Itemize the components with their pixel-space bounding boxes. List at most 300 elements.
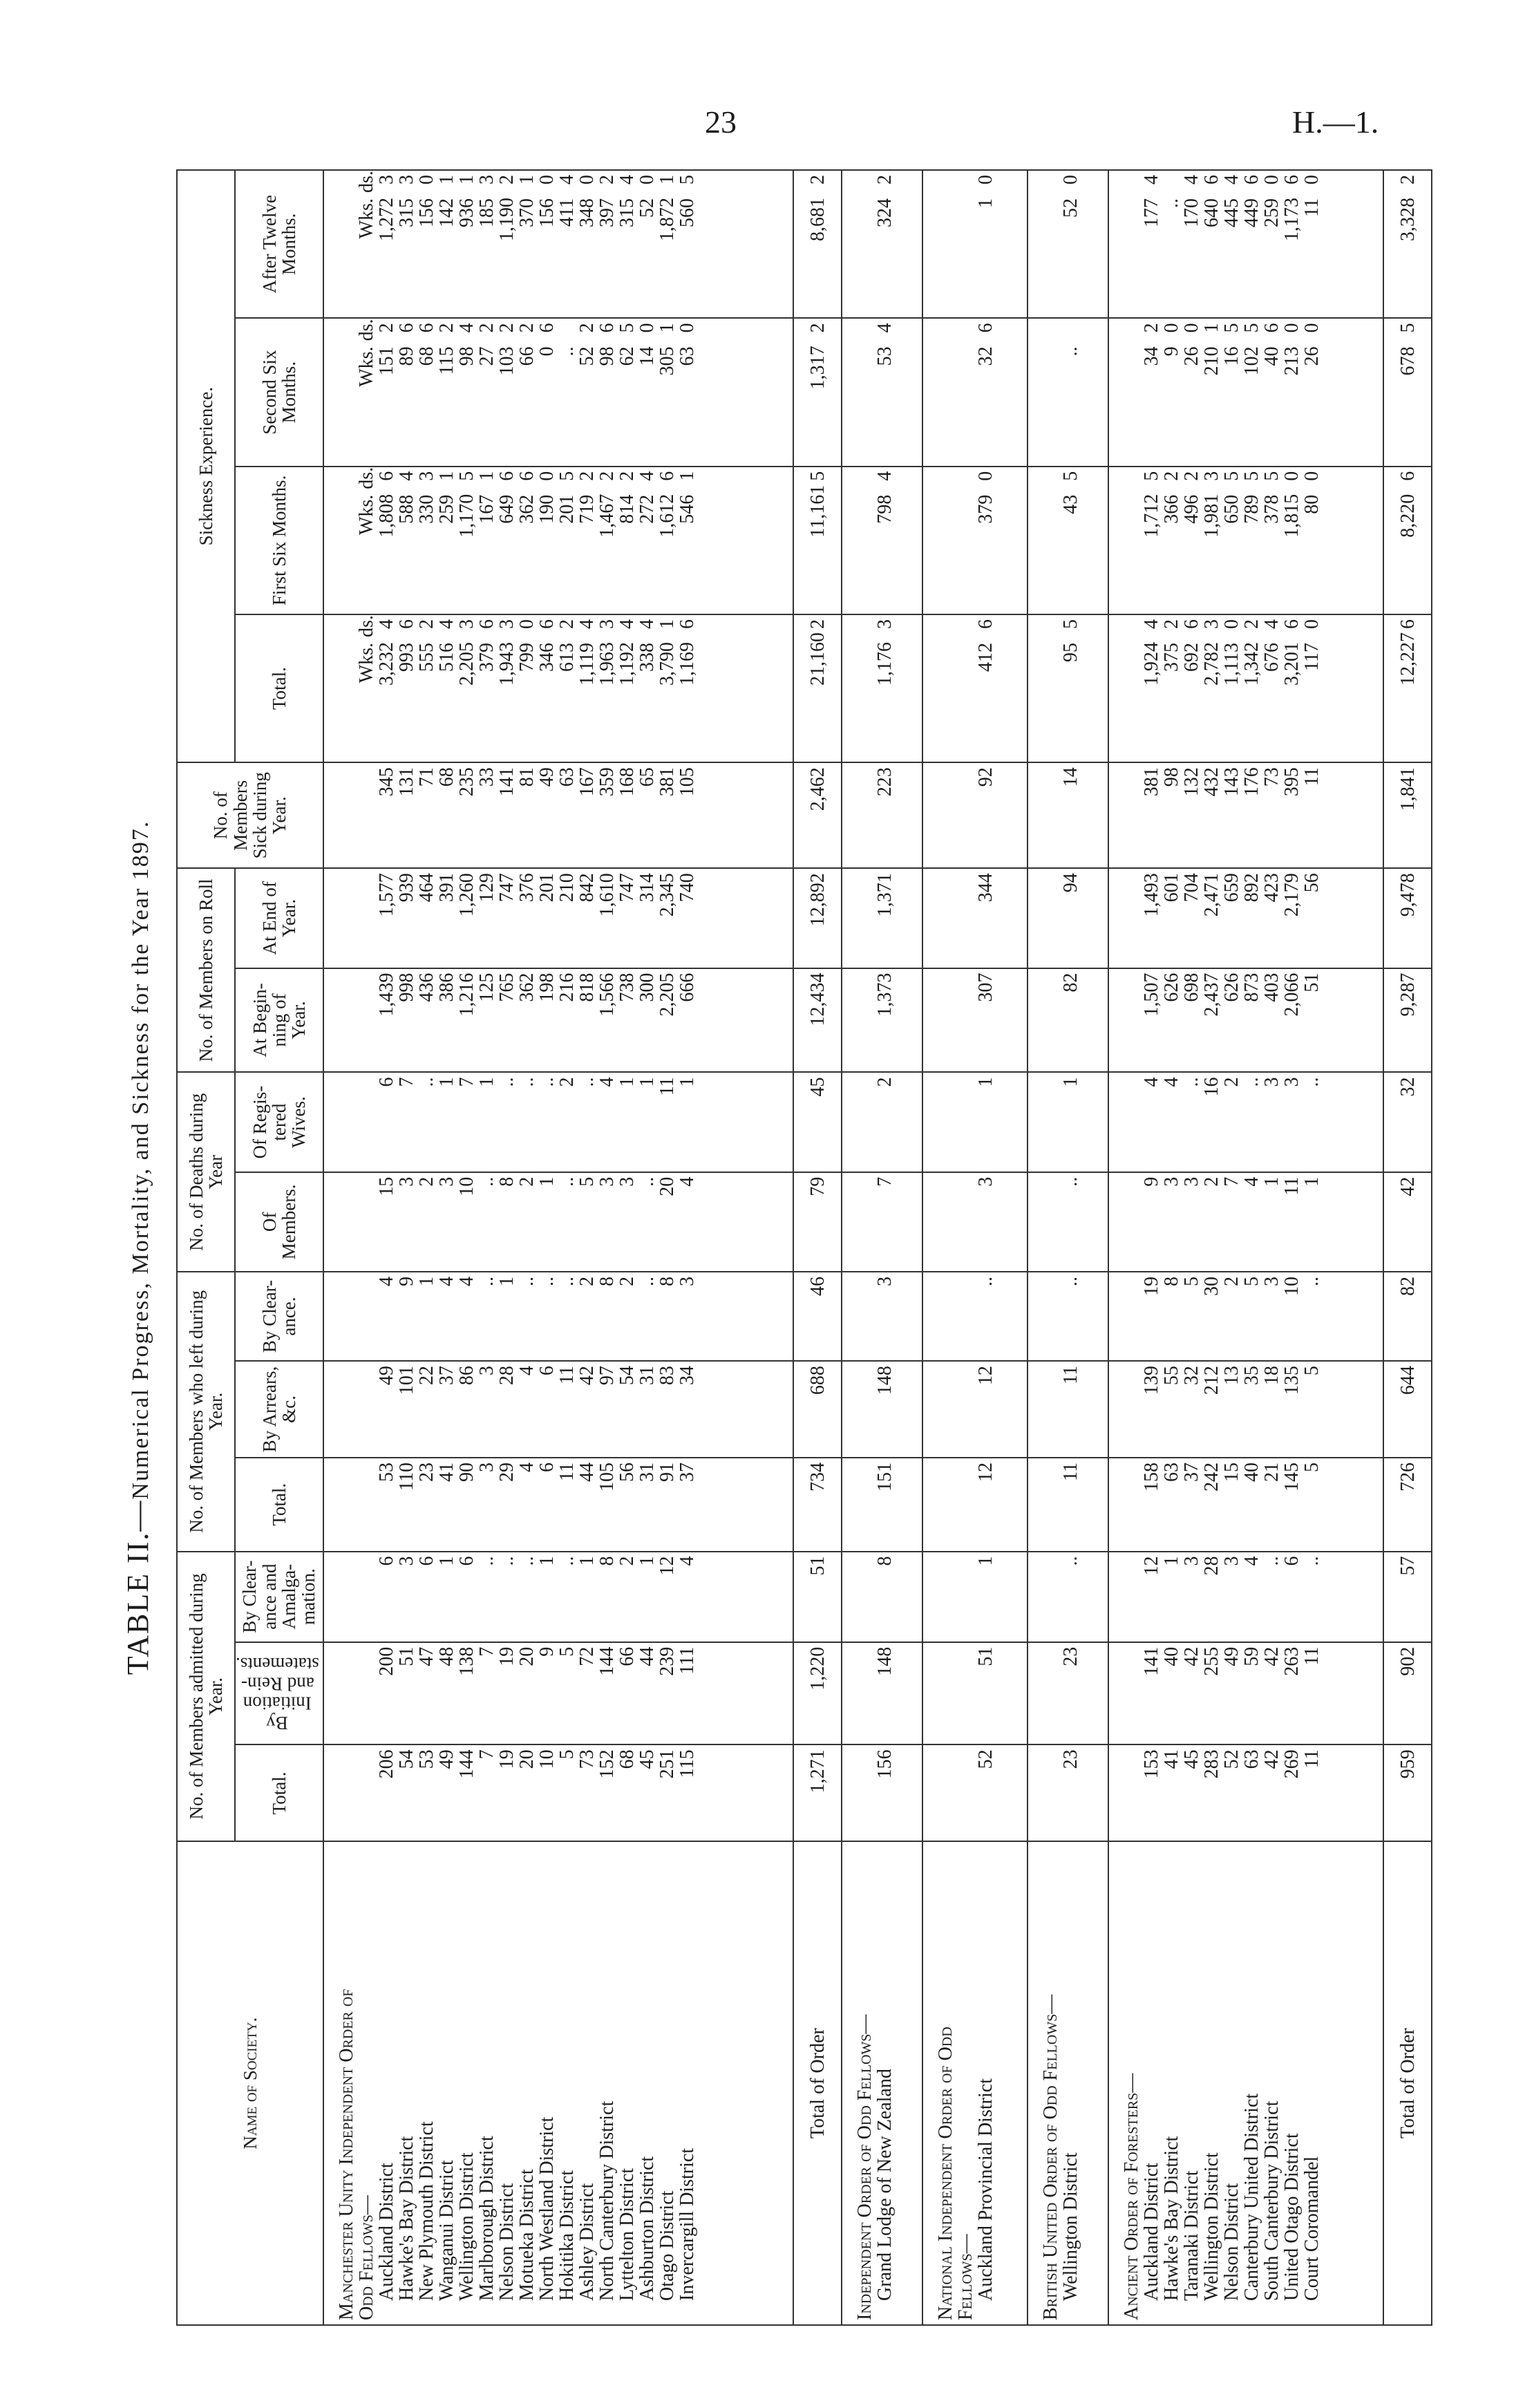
value-sick: 11 [1300, 767, 1323, 787]
blank-line [1041, 1366, 1061, 1453]
days-value: 2 [596, 471, 618, 481]
weeks-value: 315 [396, 198, 418, 227]
value-admitted_total: 42 [1260, 1749, 1282, 1769]
value-admitted_total: 251 [656, 1749, 679, 1779]
value-end: 1,260 [456, 873, 478, 917]
total-label: Total of Order [1396, 2028, 1419, 2139]
days-value: 0 [636, 175, 659, 185]
value-end: 704 [1180, 873, 1202, 903]
value-cell-clearance [922, 1272, 1028, 1361]
blank-line [1041, 1749, 1061, 1836]
total-weeks-days [793, 318, 842, 466]
weeks-value: 799 [516, 642, 538, 672]
blank-line [1041, 1277, 1061, 1356]
value-left_total: 145 [1280, 1462, 1303, 1492]
days-value: 6 [1280, 175, 1303, 185]
weeks-days-value [637, 175, 657, 313]
days-value: 0 [975, 175, 997, 185]
blank-line [357, 1077, 377, 1167]
weeks-value: 43 [1059, 494, 1081, 514]
days-value: 6 [1396, 619, 1419, 629]
value-deaths_wives: .. [1240, 1077, 1262, 1087]
value-arrears: 12 [975, 1366, 997, 1386]
value-deaths_members: 7 [1220, 1176, 1242, 1187]
weeks-days-value [976, 175, 996, 313]
value-end: 129 [476, 873, 498, 903]
blank-line [337, 767, 357, 863]
weeks-value: 40 [1260, 346, 1282, 366]
value-left_total: 110 [396, 1462, 418, 1491]
blank-line [956, 1462, 976, 1547]
value-cell-end [323, 868, 793, 968]
days-value: 4 [1220, 175, 1242, 185]
blank-line [1121, 619, 1142, 758]
total-weeks-days [1383, 614, 1432, 762]
days-value: 2 [576, 323, 598, 333]
days-value: 0 [636, 323, 659, 333]
weeks-value: 1,808 [376, 493, 398, 538]
days-value: 6 [1180, 619, 1202, 629]
value-initiation: 48 [436, 1646, 458, 1666]
value-deaths_wives: 2 [874, 1077, 896, 1087]
value-arrears: 4 [516, 1366, 538, 1376]
value-clearance_amalg: 4 [1240, 1556, 1262, 1566]
weeks-days-value [1202, 619, 1222, 758]
society-name-cell [1028, 1841, 1108, 2325]
blank-line [357, 1277, 377, 1356]
weeks-value: 2,782 [1200, 641, 1222, 686]
value-cell-clearance [842, 1272, 922, 1361]
weeks-days-value [1222, 175, 1242, 313]
value-end: 201 [536, 873, 558, 903]
value-left_total: 12 [975, 1462, 997, 1482]
weeks-days-value [657, 323, 677, 461]
value-cell-clearance [1108, 1272, 1384, 1361]
value-cell-deaths_members [1028, 1172, 1108, 1272]
total-name-cell [1383, 1841, 1432, 2325]
value-clearance: 8 [596, 1277, 618, 1287]
weeks-value: 52 [636, 198, 659, 218]
society-name-cell [842, 1841, 922, 2325]
weeks-days-cell [1108, 467, 1384, 614]
society-heading: Manchester Unity Independent Order of [336, 1988, 358, 2320]
total-deaths_wives: 32 [1383, 1072, 1432, 1172]
weeks-value: 210 [1200, 346, 1222, 376]
value-cell-deaths_wives [1108, 1072, 1384, 1172]
weeks-value: .. [1059, 346, 1081, 357]
blank-line [855, 323, 875, 461]
value-admitted_total: 45 [636, 1749, 659, 1769]
value-begin: 1,373 [874, 972, 896, 1017]
weeks-days-value [1302, 471, 1322, 610]
weeks-value: 692 [1180, 642, 1202, 672]
value-deaths_members: 2 [416, 1176, 438, 1187]
weeks-days-value [1142, 619, 1162, 758]
weeks-days-value [617, 323, 637, 461]
society-row [922, 170, 1028, 2325]
blank-line [337, 1177, 357, 1267]
value-cell-sick [323, 762, 793, 868]
value-left_total: 90 [456, 1462, 478, 1482]
value-deaths_wives: 1 [1059, 1077, 1081, 1087]
days-value: 4 [1140, 175, 1162, 185]
total-weeks-days [793, 170, 842, 318]
value-sick: 345 [376, 767, 398, 797]
weeks-days-value [597, 619, 617, 758]
weeks-value: 21,160 [806, 632, 828, 686]
value-left_total: 5 [1300, 1462, 1323, 1472]
value-initiation: 144 [596, 1646, 618, 1676]
weeks-value: 102 [1240, 346, 1262, 376]
weeks-days-value [1282, 619, 1302, 758]
days-value: 3 [376, 175, 398, 185]
weeks-days-value [677, 619, 697, 758]
district-name: Hokitika District [556, 2170, 578, 2301]
value-sick: 92 [975, 767, 997, 787]
weeks-value: 95 [1059, 642, 1081, 662]
weeks-days-value [417, 323, 437, 461]
value-cell-deaths_wives [1028, 1072, 1108, 1172]
weeks-value: 649 [496, 494, 518, 524]
blank-line [936, 1077, 956, 1167]
district-name: Auckland District [1140, 2163, 1162, 2301]
days-value: 5 [1260, 471, 1282, 481]
value-cell-left_total [1108, 1458, 1384, 1552]
value-sick: 131 [396, 767, 418, 797]
value-clearance_amalg: .. [1059, 1556, 1081, 1566]
days-value: 0 [1300, 471, 1323, 481]
blank-line [956, 1749, 976, 1836]
total-weeks-days [1383, 318, 1432, 466]
weeks-days-value [1202, 471, 1222, 610]
value-cell-deaths_members [1108, 1172, 1384, 1272]
days-value: 0 [536, 175, 558, 185]
weeks-value: 156 [416, 198, 438, 227]
days-value: 0 [1220, 619, 1242, 629]
days-value: 6 [416, 323, 438, 333]
weeks-days-value [417, 471, 437, 610]
days-value: 4 [436, 619, 458, 629]
value-cell-deaths_wives [842, 1072, 922, 1172]
blank-line [855, 1077, 875, 1167]
blank-line [956, 1366, 976, 1453]
value-clearance: 19 [1140, 1277, 1162, 1297]
days-value: 0 [676, 323, 699, 333]
value-initiation: 51 [975, 1646, 997, 1666]
value-initiation: 263 [1280, 1646, 1303, 1676]
weeks-days-cell [1028, 467, 1108, 614]
value-deaths_wives: 11 [656, 1077, 679, 1096]
district-name: Marlborough District [476, 2136, 498, 2301]
weeks-value: .. [1160, 198, 1182, 208]
weeks-days-value [1182, 471, 1202, 610]
total-weeks-days [1383, 467, 1432, 614]
days-value: 4 [376, 619, 398, 629]
society-row [1108, 170, 1384, 2325]
weeks-days-value [1262, 471, 1282, 610]
value-cell-deaths_wives [922, 1072, 1028, 1172]
weeks-days-value [537, 619, 557, 758]
value-begin: 1,566 [596, 972, 618, 1017]
value-cell-initiation [323, 1642, 793, 1745]
blank-line [956, 323, 976, 461]
weeks-value: 16 [1220, 346, 1242, 366]
value-cell-begin [1108, 968, 1384, 1073]
value-end: 659 [1220, 873, 1242, 903]
blank-line [956, 1177, 976, 1267]
district-name: Hawke's Bay District [396, 2136, 418, 2301]
weeks-days-value [677, 471, 697, 610]
weeks-value: 411 [556, 198, 578, 227]
value-sick: 395 [1280, 767, 1303, 797]
weeks-value: 1,943 [496, 641, 518, 686]
days-value: 0 [1280, 323, 1303, 333]
weeks-days-value [1202, 323, 1222, 461]
value-initiation: 148 [874, 1646, 896, 1676]
value-end: 376 [516, 873, 538, 903]
blank-line [337, 323, 357, 461]
value-admitted_total: 52 [1220, 1749, 1242, 1769]
header-arrears: By Arrears, &c. [235, 1361, 323, 1458]
value-cell-admitted_total [323, 1744, 793, 1841]
value-clearance_amalg: 3 [1220, 1556, 1242, 1566]
weeks-days-value [1162, 619, 1182, 758]
weeks-value: 11 [1300, 198, 1323, 217]
value-sick: 14 [1059, 767, 1081, 787]
value-deaths_members: .. [636, 1176, 659, 1187]
days-value: 6 [496, 471, 518, 481]
days-value: 5 [616, 323, 638, 333]
blank-line [936, 1749, 956, 1836]
weeks-days-value [976, 619, 996, 758]
value-begin: 998 [396, 972, 418, 1002]
weeks-days-value [477, 323, 497, 461]
district-name: Taranaki District [1180, 2170, 1202, 2301]
value-end: 391 [436, 873, 458, 903]
weeks-value: 8,681 [806, 198, 828, 241]
value-clearance_amalg: 1 [436, 1556, 458, 1566]
society-heading: Ancient Order of Foresters— [1120, 2073, 1142, 2320]
weeks-days-value [517, 175, 537, 313]
value-initiation: 255 [1200, 1646, 1222, 1676]
total-row [1383, 170, 1432, 2325]
days-value: 4 [616, 619, 638, 629]
weeks-days-value [537, 323, 557, 461]
value-clearance_amalg: 1 [1160, 1556, 1182, 1566]
value-cell-sick [1108, 762, 1384, 868]
value-clearance_amalg: 3 [396, 1556, 418, 1566]
value-admitted_total: 283 [1200, 1749, 1222, 1779]
value-end: 94 [1059, 873, 1081, 893]
total-initiation: 1,220 [793, 1642, 842, 1745]
days-value: 0 [1260, 175, 1282, 185]
weeks-value: 338 [636, 642, 659, 672]
table-title-prefix: TABLE II.— [121, 1499, 155, 1675]
value-admitted_total: 10 [536, 1749, 558, 1769]
value-clearance: 2 [576, 1277, 598, 1287]
weeks-days-cell [323, 318, 793, 466]
blank-line [855, 471, 875, 610]
value-begin: 436 [416, 972, 438, 1002]
weeks-value: 324 [874, 198, 896, 227]
value-end: 314 [636, 873, 659, 903]
value-cell-clearance_amalg [922, 1552, 1028, 1642]
weeks-days-value [1061, 323, 1081, 461]
weeks-value: 1,119 [576, 642, 598, 686]
blank-line [337, 1556, 357, 1637]
weeks-value: 3,232 [376, 641, 398, 686]
weeks-days-heading [356, 319, 378, 461]
blank-line [855, 1556, 875, 1637]
weeks-days-cell [922, 614, 1028, 762]
weeks-value: 1,317 [806, 346, 828, 390]
days-value: 0 [536, 471, 558, 481]
weeks-value: 12,227 [1396, 632, 1419, 686]
weeks-label: Wks. [356, 642, 378, 684]
weeks-days-value [477, 619, 497, 758]
value-deaths_members: 3 [436, 1176, 458, 1187]
value-deaths_wives: .. [516, 1077, 538, 1087]
weeks-days-value [437, 619, 457, 758]
blank-line [357, 1366, 377, 1453]
total-arrears: 688 [793, 1361, 842, 1458]
table-title-text: Numerical Progress, Mortality, and Sickness for the Year 1897. [128, 820, 153, 1500]
value-arrears: 83 [656, 1366, 679, 1386]
value-arrears: 22 [416, 1366, 438, 1386]
society-heading: Odd Fellows— [356, 2195, 378, 2320]
weeks-value: 546 [676, 494, 699, 524]
blank-line [855, 619, 875, 758]
weeks-days-cell [842, 170, 922, 318]
value-initiation: 23 [1059, 1646, 1081, 1666]
value-left_total: 40 [1240, 1462, 1262, 1482]
days-value: 1 [516, 175, 538, 185]
days-value: 6 [975, 323, 997, 333]
value-deaths_members: .. [1059, 1176, 1081, 1187]
blank-line [936, 1177, 956, 1267]
value-clearance_amalg: .. [1300, 1556, 1323, 1566]
value-clearance_amalg: .. [556, 1556, 578, 1566]
value-arrears: 148 [874, 1366, 896, 1395]
days-value: 6 [676, 619, 699, 629]
weeks-days-value [557, 175, 577, 313]
blank-line [337, 973, 357, 1068]
weeks-value: 190 [536, 494, 558, 524]
value-deaths_wives: 4 [1140, 1077, 1162, 1087]
weeks-value: 213 [1280, 346, 1303, 376]
value-clearance: 3 [676, 1277, 699, 1287]
days-value: 3 [1200, 619, 1222, 629]
value-left_total: 53 [376, 1462, 398, 1482]
value-arrears: 11 [1059, 1366, 1081, 1385]
society-row [1028, 170, 1108, 2325]
weeks-value: 1,176 [874, 641, 896, 686]
weeks-value: 272 [636, 494, 659, 524]
value-arrears: 18 [1260, 1366, 1282, 1386]
value-clearance_amalg: .. [516, 1556, 538, 1566]
value-sick: 71 [416, 767, 438, 787]
days-value: 6 [1280, 619, 1303, 629]
weeks-value: 650 [1220, 494, 1242, 524]
blank-line [855, 1277, 875, 1356]
value-clearance: .. [556, 1277, 578, 1287]
value-end: 747 [496, 873, 518, 903]
weeks-days-cell [323, 614, 793, 762]
total-sick: 1,841 [1383, 762, 1432, 868]
value-deaths_wives: 7 [396, 1077, 418, 1087]
blank-line [1041, 1556, 1061, 1637]
weeks-value: 34 [1140, 346, 1162, 366]
days-value: 2 [1396, 175, 1419, 185]
value-sick: 81 [516, 767, 538, 787]
weeks-value: 62 [616, 346, 638, 366]
weeks-value: 379 [975, 494, 997, 524]
statistics-table [176, 169, 1432, 2326]
days-value: 3 [496, 619, 518, 629]
value-end: 423 [1260, 873, 1282, 903]
value-begin: 818 [576, 972, 598, 1002]
value-cell-begin [1028, 968, 1108, 1073]
days-value: 3 [596, 619, 618, 629]
days-value: 3 [416, 471, 438, 481]
blank-line [1121, 1647, 1142, 1740]
days-value: 0 [1059, 175, 1081, 185]
days-value: 5 [1396, 323, 1419, 333]
weeks-value: 397 [596, 198, 618, 227]
days-value: 6 [1200, 175, 1222, 185]
value-arrears: 54 [616, 1366, 638, 1386]
district-name: Grand Lodge of New Zealand [874, 2069, 896, 2301]
value-deaths_members: 3 [596, 1176, 618, 1187]
days-value: 4 [1260, 619, 1282, 629]
value-arrears: 49 [376, 1366, 398, 1386]
district-name: North Westland District [536, 2116, 558, 2301]
days-label: ds. [356, 467, 378, 489]
days-value: 3 [874, 619, 896, 629]
value-end: 1,610 [596, 873, 618, 917]
header-at-beginning: At Begin-ning of Year. [235, 968, 323, 1073]
value-clearance_amalg: 6 [1280, 1556, 1303, 1566]
value-end: 464 [416, 873, 438, 903]
weeks-days-value [637, 471, 657, 610]
value-begin: 51 [1300, 972, 1323, 993]
blank-line [1041, 873, 1061, 963]
weeks-value: 1 [975, 198, 997, 208]
value-clearance_amalg: 1 [576, 1556, 598, 1566]
value-clearance: 4 [456, 1277, 478, 1287]
weeks-value: 1,467 [596, 493, 618, 538]
value-cell-end [842, 868, 922, 968]
weeks-value: 9 [1160, 346, 1182, 357]
blank-line [357, 873, 377, 963]
days-value: 6 [476, 619, 498, 629]
weeks-value: 259 [436, 494, 458, 524]
weeks-days-value [537, 175, 557, 313]
blank-line [357, 1556, 377, 1637]
weeks-days-value [397, 619, 417, 758]
value-cell-initiation [842, 1642, 922, 1745]
blank-line [936, 973, 956, 1068]
weeks-value: 375 [1160, 642, 1182, 672]
value-arrears: 11 [556, 1366, 578, 1385]
value-cell-arrears [842, 1361, 922, 1458]
value-arrears: 135 [1280, 1366, 1303, 1395]
weeks-days-cell [323, 170, 793, 318]
value-cell-clearance [1028, 1272, 1108, 1361]
blank-line [1121, 1556, 1142, 1637]
value-sick: 65 [636, 767, 659, 787]
weeks-value: 798 [874, 494, 896, 524]
